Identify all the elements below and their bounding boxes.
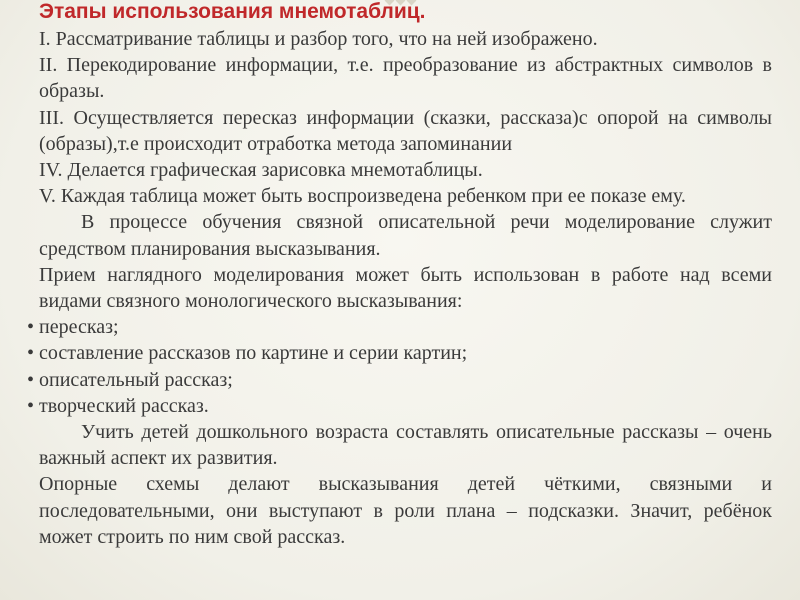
slide-title: Этапы использования мнемотаблиц. (39, 0, 426, 23)
list-item: • составление рассказов по картине и серии картин; (27, 340, 772, 366)
list-item: • пересказ; (27, 314, 772, 340)
stage-item: I. Рассматривание таблицы и разбор того, что на ней изображено. (39, 28, 598, 50)
stage-item: III. Осуществляется пересказ информации (сказки, рассказа)с опорой на символы (образы),т.е происходит отработка метода запоминании (39, 106, 772, 155)
paragraph-method: Прием наглядного моделирования может быть использован в работе над всеми видами связного монологического высказывания: (39, 263, 772, 313)
stage-item: IV. Делается графическая зарисовка мнемотаблицы. (39, 159, 483, 182)
paragraph-teach: Учить детей дошкольного возраста составлять описательные рассказы – очень важный аспект их развития. (39, 421, 772, 470)
slide-content (39, 0, 772, 550)
paragraph-modeling: В процессе обучения связной описательной речи моделирование служит средством планирования высказывания. (39, 211, 772, 260)
stage-item: V. Каждая таблица может быть воспроизведена ребенком при ее показе ему. (39, 185, 686, 208)
list-item: • творческий рассказ. (27, 393, 772, 419)
paragraph-support: Опорные схемы делают высказывания детей чёткими, связными и последовательными, они выступают в роли плана – подсказки. Значит, ребёнок может строить по ним свой рассказ. (39, 473, 772, 548)
stage-item: II. Перекодирование информации, т.е. преобразование из абстрактных символов в образы. (39, 54, 772, 103)
bullet-list (39, 314, 772, 419)
list-item: • описательный рассказ; (27, 367, 772, 393)
